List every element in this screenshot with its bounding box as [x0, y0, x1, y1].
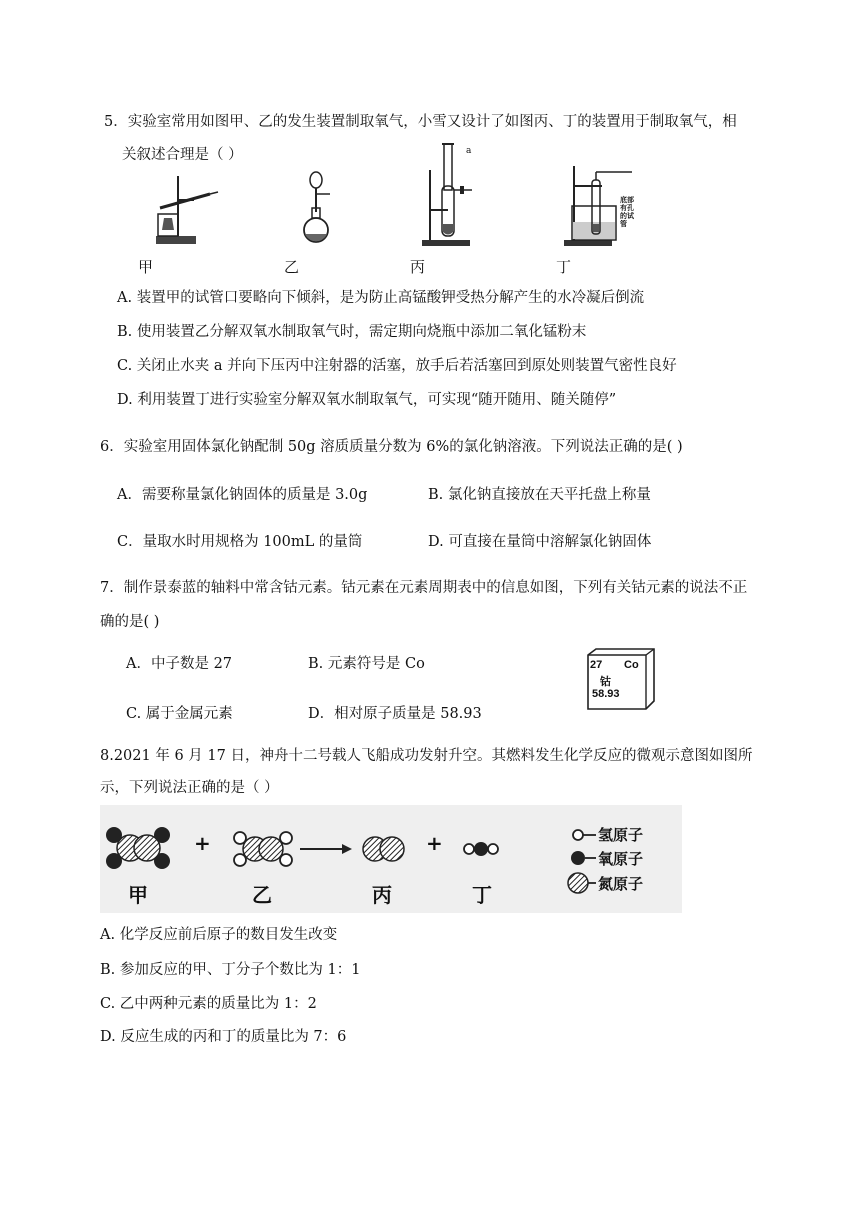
element-mass: 58.93	[592, 688, 620, 700]
q8-option-c: C. 乙中两种元素的质量比为 1：2	[100, 996, 317, 1012]
q7-stem-line2: 确的是( )	[100, 614, 160, 630]
q7-option-b: B. 元素符号是 Co	[308, 656, 425, 672]
apparatus-yi-figure	[296, 168, 336, 246]
apparatus-label-ding: 丁	[556, 258, 572, 276]
q8-option-d: D. 反应生成的丙和丁的质量比为 7：6	[100, 1029, 347, 1045]
apparatus-jia-figure	[150, 170, 220, 248]
legend-nitrogen: 氮原子	[598, 875, 644, 893]
ding-tube-label: 底部 有孔 的试 管	[620, 195, 634, 228]
q8-stem-line1: 8.2021 年 6 月 17 日，神舟十二号载人飞船成功发射升空。其燃料发生化学反应的微观示意图如图所	[100, 748, 753, 764]
molecule-bing	[363, 837, 404, 861]
legend-nitrogen-icon	[568, 873, 596, 893]
reaction-arrow-icon	[300, 844, 352, 854]
legend-oxygen: 氧原子	[598, 850, 644, 868]
q6-option-a: A．需要称量氯化钠固体的质量是 3.0g	[117, 487, 368, 503]
reaction-label-bing: 丙	[372, 883, 392, 907]
element-name: 钴	[600, 675, 611, 688]
apparatus-label-jia: 甲	[138, 258, 154, 276]
q6-option-c: C．量取水时用规格为 100mL 的量筒	[117, 534, 363, 550]
q7-option-c: C. 属于金属元素	[126, 706, 233, 722]
q8-option-a: A. 化学反应前后原子的数目发生改变	[100, 927, 338, 943]
q6-option-d: D. 可直接在量筒中溶解氯化钠固体	[428, 534, 652, 550]
reaction-label-jia: 甲	[128, 883, 148, 907]
q8-stem-line2: 示，下列说法正确的是（ ）	[100, 780, 279, 796]
reaction-label-ding: 丁	[472, 883, 492, 907]
apparatus-label-yi: 乙	[284, 258, 300, 276]
apparatus-label-bing: 丙	[410, 258, 426, 276]
element-symbol: Co	[624, 659, 639, 671]
q6-option-b: B. 氯化钠直接放在天平托盘上称量	[428, 487, 651, 503]
molecule-ding	[464, 842, 498, 856]
periodic-table-cell	[580, 645, 658, 715]
reaction-diagram	[100, 805, 682, 913]
q5-option-b: B. 使用装置乙分解双氧水制取氧气时，需定期向烧瓶中添加二氧化锰粉末	[117, 324, 587, 340]
q5-option-c: C. 关闭止水夹 a 并向下压丙中注射器的活塞，放手后若活塞回到原处则装置气密性良好	[117, 358, 677, 374]
q7-stem-line1: 7．制作景泰蓝的轴料中常含钴元素。钴元素在元素周期表中的信息如图，下列有关钴元素的说法不正	[100, 580, 748, 596]
q8-option-b: B. 参加反应的甲、丁分子个数比为 1：1	[100, 962, 361, 978]
reaction-plus-2: +	[426, 831, 443, 855]
q7-option-d: D．相对原子质量是 58.93	[308, 706, 482, 722]
molecule-jia	[106, 827, 170, 869]
periodic-cell-box-icon	[580, 645, 658, 715]
q6-stem: 6．实验室用固体氯化钠配制 50g 溶质质量分数为 6%的氯化钠溶液。下列说法正确的是( )	[100, 439, 683, 455]
bing-valve-label: a	[466, 146, 472, 156]
element-number: 27	[590, 659, 603, 671]
q5-stem-line2: 关叙述合理是（ ）	[122, 147, 243, 163]
molecule-yi	[234, 832, 292, 866]
legend-oxygen-icon	[571, 851, 596, 865]
q5-option-a: A. 装置甲的试管口要略向下倾斜，是为防止高锰酸钾受热分解产生的水冷凝后倒流	[117, 290, 645, 306]
legend-hydrogen-icon	[573, 830, 596, 840]
apparatus-bing-figure	[420, 140, 482, 248]
reaction-label-yi: 乙	[252, 883, 272, 907]
q5-stem-line1: 5．实验室常用如图甲、乙的发生装置制取氧气，小雪又设计了如图丙、丁的装置用于制取氧气，相	[104, 114, 737, 130]
q7-option-a: A．中子数是 27	[126, 656, 233, 672]
legend-hydrogen: 氢原子	[598, 826, 644, 844]
reaction-plus-1: +	[194, 831, 211, 855]
q5-option-d: D. 利用装置丁进行实验室分解双氧水制取氧气，可实现“随开随用、随关随停”	[117, 392, 617, 408]
